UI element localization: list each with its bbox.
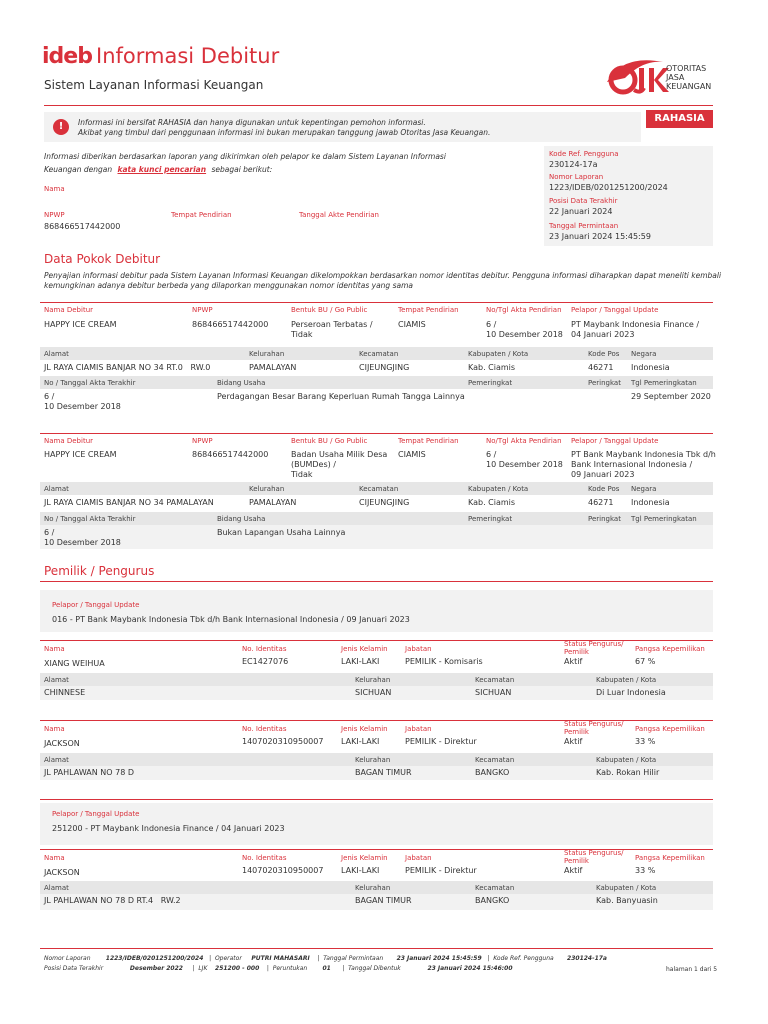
tempat-label: Tempat Pendirian (171, 211, 232, 219)
info-icon: ! (53, 119, 69, 135)
kode-ref-value: 230124-17a (549, 160, 598, 169)
page-subtitle: Sistem Layanan Informasi Keuangan (44, 78, 264, 92)
debtor-tgl-peringkat: 29 September 2020 (631, 392, 711, 401)
ojk-logo-text: OTORITAS JASA KEUANGAN (666, 64, 712, 91)
debtor-bidang: Perdagangan Besar Barang Keperluan Rumah Tangga Lainnya (217, 392, 465, 401)
pelapor-panel-1: Pelapor / Tanggal Update 016 - PT Bank Maybank Indonesia Tbk d/h Bank Internasional Indonesia / 09 Januari 2023 (40, 590, 713, 632)
page-number: halaman 1 dari 5 (666, 966, 718, 973)
pelapor-panel-2: Pelapor / Tanggal Update 251200 - PT Maybank Indonesia Finance / 04 Januari 2023 (40, 803, 713, 845)
header-divider (44, 105, 713, 106)
footer-divider (40, 948, 713, 949)
debtor-nama: HAPPY ICE CREAM (44, 320, 117, 329)
npwp-label: NPWP (44, 211, 65, 219)
debtor-pelapor: PT Maybank Indonesia Finance / 04 Januari 2023 (571, 320, 700, 339)
footer-line-1: Nomor Laporan 1223/IDEB/0201251200/2024 | Operator PUTRI MAHASARI | Tanggal Permintaan 23 Januari 2024 15:45:59 | Kode Ref. Pengguna 230124-17a (44, 955, 607, 962)
nama-label: Nama (44, 185, 65, 193)
tanggal-permintaan-value: 23 Januari 2024 15:45:59 (549, 232, 651, 241)
nomor-laporan-value: 1223/IDEB/0201251200/2024 (549, 183, 668, 192)
notice-banner: ! Informasi ini bersifat RAHASIA dan hanya digunakan untuk kepentingan pemohon informasi. Akibat yang timbul dari penggunaan informasi ini bukan merupakan tanggung jawab Otoritas Jasa Keuangan. (44, 112, 641, 142)
data-pokok-desc-1: Penyajian informasi debitur pada Sistem Layanan Informasi Keuangan dikelompokkan berdasarkan nomor identitas debitur. Pengguna informasi diharapkan dapat meneliti kembali (44, 271, 722, 280)
keyword-link[interactable]: kata kunci pencarian (117, 165, 207, 174)
npwp-value: 868466517442000 (44, 222, 121, 231)
ideb-logo: ideb (42, 44, 92, 69)
debtor-no-tgl: 6 / 10 Desember 2018 (486, 320, 563, 339)
debtor-bentuk: Perseroan Terbatas / Tidak (291, 320, 373, 339)
section-title-data-pokok: Data Pokok Debitur (44, 252, 161, 266)
reference-panel: Kode Ref. Pengguna 230124-17a Nomor Laporan 1223/IDEB/0201251200/2024 Posisi Data Terakhir 22 Januari 2024 Tanggal Permintaan 23 Januari 2024 15:45:59 (544, 146, 713, 246)
page-title: Informasi Debitur (96, 44, 280, 68)
rahasia-badge: RAHASIA (646, 110, 713, 128)
section-title-pemilik: Pemilik / Pengurus (44, 564, 155, 578)
intro-text-1: Informasi diberikan berdasarkan laporan yang dikirimkan oleh pelapor ke dalam Sistem Layanan Informasi (44, 152, 446, 161)
debtor-tempat: CIAMIS (398, 320, 426, 329)
intro-text-2: Keuangan dengan kata kunci pencarian sebagai berikut: (44, 165, 273, 174)
debtor-npwp: 868466517442000 (192, 320, 269, 329)
tanggal-akte-label: Tanggal Akte Pendirian (299, 211, 379, 219)
data-pokok-desc-2: kemungkinan adanya debitur berbeda yang dilaporkan menggunakan nomor identitas yang sama (44, 281, 413, 290)
posisi-data-value: 22 Januari 2024 (549, 207, 613, 216)
debtor-alamat: JL RAYA CIAMIS BANJAR NO 34 RT.0 RW.0 (44, 363, 211, 372)
footer-line-2: Posisi Data Terakhir Desember 2022 | LJK 251200 - 000 | Peruntukan 01 | Tanggal Dibentuk 23 Januari 2024 15:46:00 (44, 965, 513, 972)
